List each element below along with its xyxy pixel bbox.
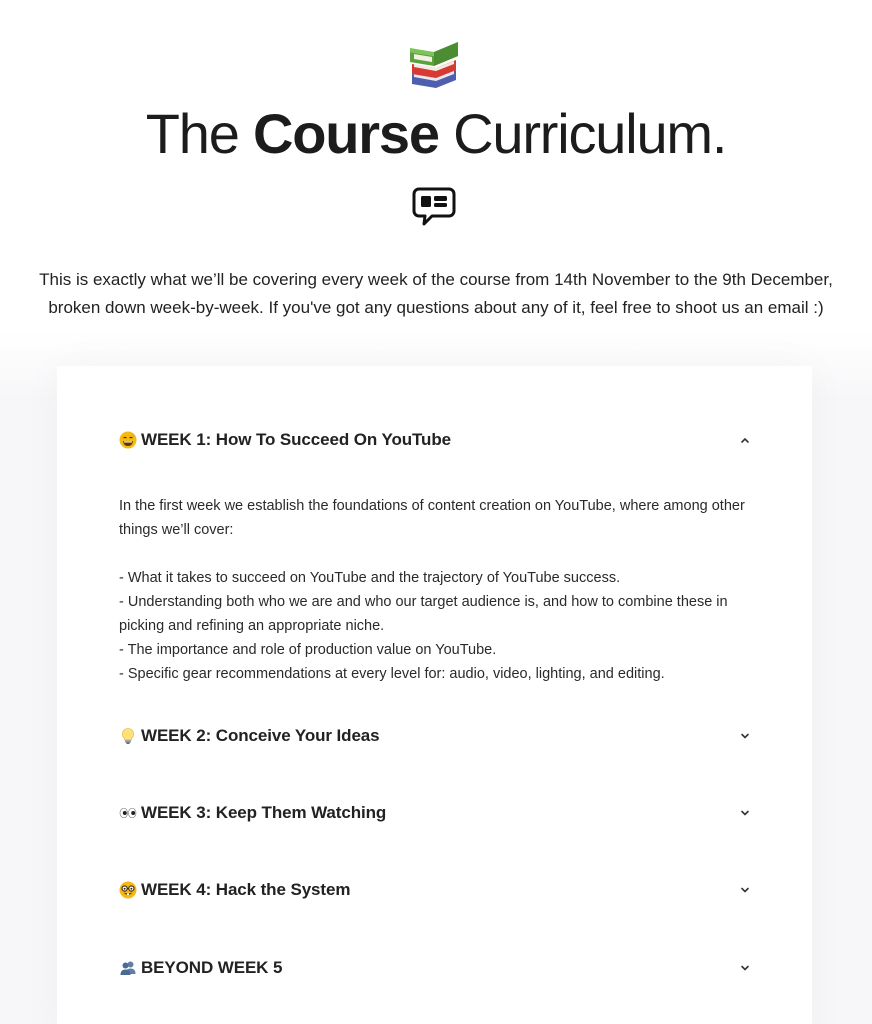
accordion-header-week-2[interactable] (119, 722, 751, 750)
eyes-icon (119, 804, 137, 822)
intro-line-2: broken down week-by-week. If you've got any questions about any of it, feel free to shoot us an email :) (48, 298, 824, 317)
curriculum-card (57, 366, 812, 1024)
week-1-bullet: - What it takes to succeed on YouTube and the trajectory of YouTube success. (119, 570, 621, 586)
chevron-down-icon[interactable] (739, 807, 751, 819)
books-icon (406, 34, 462, 90)
week-1-intro: In the first week we establish the foundations of content creation on YouTube, where among other things we’ll cover: (119, 498, 745, 538)
chevron-down-icon[interactable] (739, 962, 751, 974)
accordion-title: WEEK 1: How To Succeed On YouTube (141, 430, 451, 449)
accordion-header-week-1[interactable] (119, 426, 751, 454)
chevron-down-icon[interactable] (739, 884, 751, 896)
intro-text (18, 266, 854, 322)
page-title (0, 98, 872, 170)
accordion-body-week-1 (119, 494, 751, 686)
accordion-header-week-4[interactable] (119, 876, 751, 904)
week-1-bullet: - Understanding both who we are and who our target audience is, and how to combine these in picking and refining an appropriate niche. (119, 594, 728, 634)
chevron-down-icon[interactable] (739, 730, 751, 742)
title-part2: Curriculum. (438, 102, 727, 165)
week-1-bullet: - The importance and role of production value on YouTube. (119, 642, 497, 658)
accordion-title: BEYOND WEEK 5 (141, 958, 283, 977)
title-part1: The (145, 102, 254, 165)
lightbulb-icon (119, 727, 137, 745)
accordion-title: WEEK 4: Hack the System (141, 880, 351, 899)
grinning-sweat-emoji-icon (119, 431, 137, 449)
accordion-header-week-3[interactable] (119, 799, 751, 827)
week-1-bullet: - Specific gear recommendations at every level for: audio, video, lighting, and editing. (119, 666, 665, 682)
busts-icon (119, 959, 137, 977)
accordion-title: WEEK 2: Conceive Your Ideas (141, 726, 380, 745)
intro-line-1: This is exactly what we’ll be covering every week of the course from 14th November to the 9th December, (39, 270, 833, 289)
nerd-face-icon (119, 881, 137, 899)
speech-bubble-icon (412, 186, 456, 228)
accordion-header-beyond-week-5[interactable] (119, 954, 751, 982)
accordion-title: WEEK 3: Keep Them Watching (141, 803, 387, 822)
title-bold: Course (253, 102, 439, 165)
chevron-up-icon[interactable] (739, 434, 751, 446)
